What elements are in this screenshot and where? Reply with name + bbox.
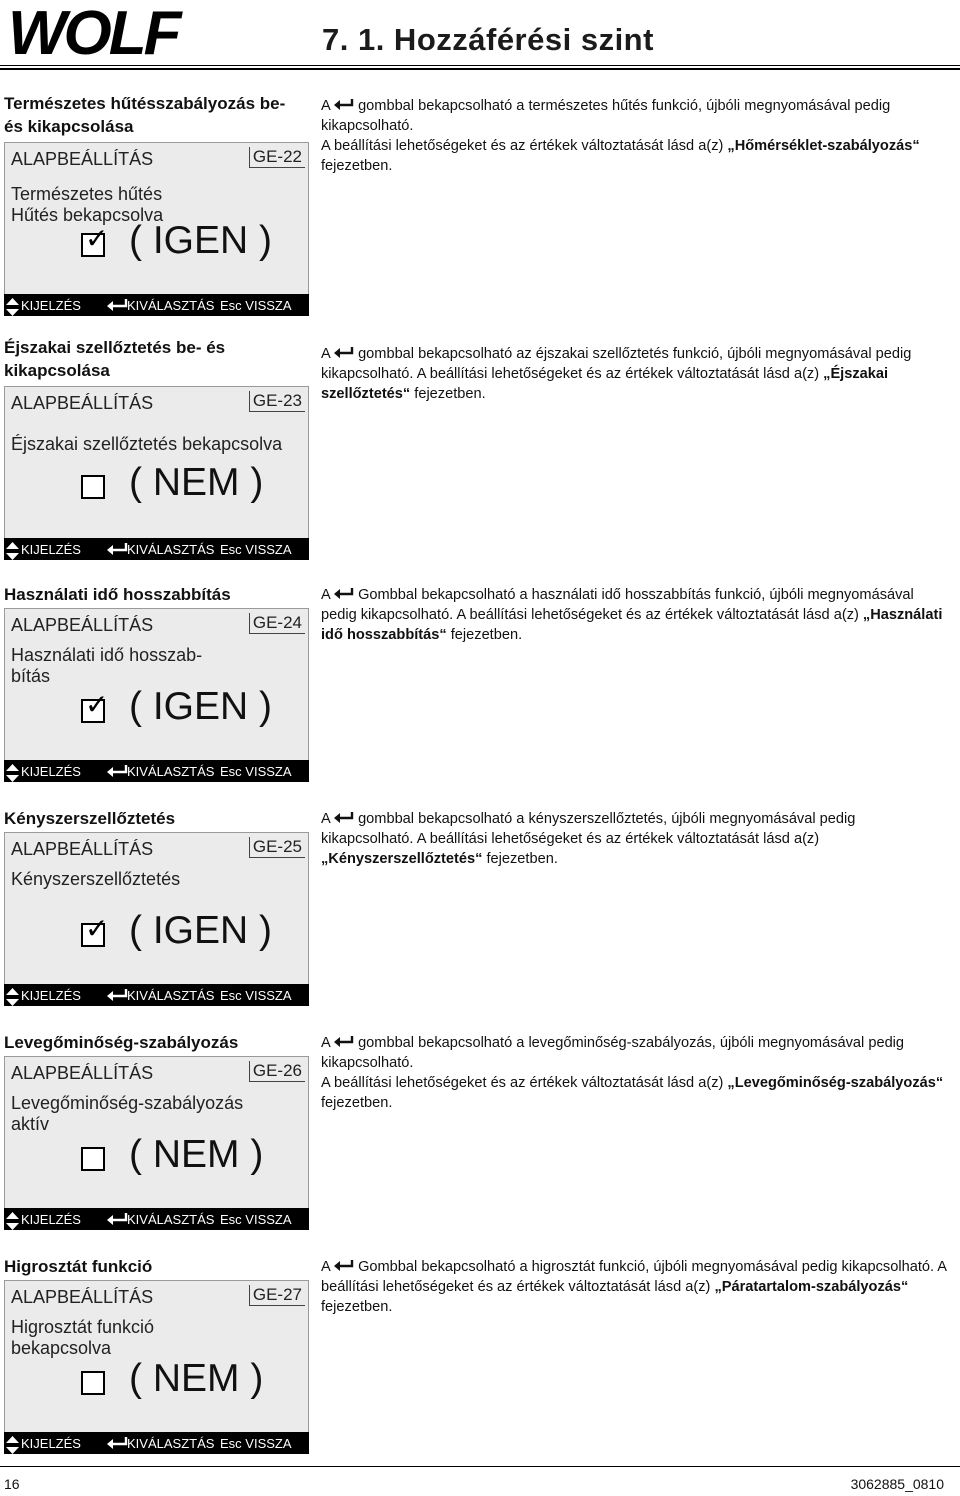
panel-heading: ALAPBEÁLLÍTÁS [11, 1287, 154, 1307]
panel-heading: ALAPBEÁLLÍTÁS [11, 149, 154, 169]
panel-setting-text: Éjszakai szellőztetés bekapcsolva [11, 434, 283, 454]
setting-value: ( NEM ) [129, 461, 264, 504]
parameter-code: GE-22 [249, 147, 305, 168]
desc-text-1: gombbal bekapcsolható az éjszakai szellőztetés funkció, újbóli megnyomásával pedig kikapcsolható. A beállítási lehetőségeket és az értékek változtatását lásd a(z) [321, 346, 912, 382]
section-ge-22 [0, 92, 960, 313]
display-panel [4, 142, 309, 299]
section-ge-26 [0, 1031, 960, 1241]
footer-back-label[interactable]: Esc VISSZA [220, 298, 292, 313]
page-number: 16 [4, 1476, 20, 1492]
up-down-arrows-icon [6, 1212, 19, 1230]
panel-setting-text: Higrosztát funkció bekapcsolva [11, 1317, 155, 1358]
parameter-code: GE-27 [249, 1285, 305, 1306]
display-panel [4, 832, 309, 989]
empty-checkbox-icon[interactable] [81, 1147, 105, 1171]
footer-back-label[interactable]: Esc VISSZA [220, 988, 292, 1003]
panel-footer-bar [4, 1432, 309, 1454]
setting-value: ( NEM ) [129, 1133, 264, 1176]
desc-chapter-ref: „Páratartalom-szabályozás“ [714, 1279, 909, 1295]
footer-display-label[interactable]: KIJELZÉS [21, 542, 81, 557]
section-ge-23 [0, 336, 960, 557]
desc-prefix: A [321, 98, 330, 114]
display-panel [4, 386, 309, 543]
enter-key-icon [334, 1259, 354, 1275]
desc-chapter-ref: „Kényszerszellőztetés“ [321, 851, 483, 867]
desc-text-1: Gombbal bekapcsolható a higrosztát funkció, újbóli megnyomásával pedig kikapcsolható. A beállítási lehetőségeket és az értékek változtatását lásd a(z) [321, 1259, 947, 1295]
panel-setting-text: Kényszerszellőztetés [11, 869, 181, 889]
checkmark-icon: ✓ [85, 689, 109, 720]
display-panel [4, 1056, 309, 1213]
desc-text-2: A beállítási lehetőségeket és az értékek változtatását lásd a(z) [321, 138, 728, 154]
desc-chapter-ref: „Használati idő hosszabbítás“ [321, 607, 943, 643]
up-down-arrows-icon [6, 298, 19, 316]
footer-select-label[interactable]: KIVÁLASZTÁS [127, 298, 215, 313]
desc-text-3: fejezetben. [446, 627, 523, 643]
panel-heading: ALAPBEÁLLÍTÁS [11, 1063, 154, 1083]
footer-display-label[interactable]: KIJELZÉS [21, 1212, 81, 1227]
setting-value: ( IGEN ) [129, 909, 272, 952]
section-ge-25 [0, 807, 960, 1017]
page-title: 7. 1. Hozzáférési szint [322, 22, 654, 57]
enter-key-icon [334, 98, 354, 114]
enter-key-icon [334, 346, 354, 362]
section-description [321, 809, 951, 869]
wolf-logo [6, 4, 190, 60]
parameter-code: GE-23 [249, 391, 305, 412]
section-description [321, 1033, 951, 1113]
up-down-arrows-icon [6, 988, 19, 1006]
desc-text-1: gombbal bekapcsolható a természetes hűtés funkció, újbóli megnyomásával pedig kikapcsolható. [321, 98, 891, 134]
desc-chapter-ref: „Éjszakai szellőztetés“ [321, 366, 889, 402]
desc-prefix: A [321, 1035, 330, 1051]
footer-select-label[interactable]: KIVÁLASZTÁS [127, 764, 215, 779]
section-title: Természetes hűtésszabályozás be- és kikapcsolása [4, 94, 286, 136]
section-description [321, 1257, 951, 1317]
panel-footer-bar [4, 984, 309, 1006]
section-title: Használati idő hosszabbítás [4, 585, 231, 604]
footer-select-label[interactable]: KIVÁLASZTÁS [127, 542, 215, 557]
desc-text-3: fejezetben. [321, 1095, 393, 1111]
document-number: 3062885_0810 [850, 1476, 944, 1492]
panel-heading: ALAPBEÁLLÍTÁS [11, 615, 154, 635]
parameter-code: GE-25 [249, 837, 305, 858]
parameter-code: GE-24 [249, 613, 305, 634]
panel-setting-text: Levegőminőség-szabályozás aktív [11, 1093, 244, 1134]
svg-text:WOLF: WOLF [8, 4, 179, 60]
panel-footer-bar [4, 760, 309, 782]
footer-back-label[interactable]: Esc VISSZA [220, 1212, 292, 1227]
checked-checkbox-icon[interactable] [81, 913, 109, 947]
enter-key-icon [106, 988, 128, 1002]
display-panel [4, 1280, 309, 1437]
checked-checkbox-icon[interactable] [81, 689, 109, 723]
empty-checkbox-icon[interactable] [81, 475, 105, 499]
footer-display-label[interactable]: KIJELZÉS [21, 988, 81, 1003]
section-title: Levegőminőség-szabályozás [4, 1033, 239, 1052]
checkmark-icon: ✓ [85, 223, 109, 254]
panel-heading: ALAPBEÁLLÍTÁS [11, 839, 154, 859]
footer-back-label[interactable]: Esc VISSZA [220, 764, 292, 779]
empty-checkbox-icon[interactable] [81, 1371, 105, 1395]
enter-key-icon [334, 587, 354, 603]
header-divider [0, 65, 960, 66]
footer-select-label[interactable]: KIVÁLASZTÁS [127, 988, 215, 1003]
setting-value: ( NEM ) [129, 1357, 264, 1400]
desc-text-1: Gombbal bekapcsolható a használati idő hosszabbítás funkció, újbóli megnyomásával pedig kikapcsolható. A beállítási lehetőségeket és az értékek változtatását lásd a(z) [321, 587, 914, 623]
enter-key-icon [106, 1212, 128, 1226]
up-down-arrows-icon [6, 1436, 19, 1454]
panel-heading: ALAPBEÁLLÍTÁS [11, 393, 154, 413]
desc-prefix: A [321, 346, 330, 362]
setting-value: ( IGEN ) [129, 685, 272, 728]
desc-prefix: A [321, 1259, 330, 1275]
section-description [321, 585, 951, 645]
panel-setting-text: Természetes hűtés Hűtés bekapcsolva [11, 184, 164, 225]
panel-setting-text: Használati idő hosszab- bítás [11, 645, 203, 686]
desc-prefix: A [321, 811, 330, 827]
footer-back-label[interactable]: Esc VISSZA [220, 1436, 292, 1451]
footer-select-label[interactable]: KIVÁLASZTÁS [127, 1436, 215, 1451]
footer-display-label[interactable]: KIJELZÉS [21, 298, 81, 313]
footer-divider [0, 1466, 960, 1467]
desc-text-2: A beállítási lehetőségeket és az értékek változtatását lásd a(z) [321, 1075, 728, 1091]
section-ge-27 [0, 1255, 960, 1465]
panel-footer-bar [4, 294, 309, 316]
footer-display-label[interactable]: KIJELZÉS [21, 764, 81, 779]
header-divider-thick [0, 68, 960, 70]
footer-back-label[interactable]: Esc VISSZA [220, 542, 292, 557]
footer-select-label[interactable]: KIVÁLASZTÁS [127, 1212, 215, 1227]
desc-text-3: fejezetben. [410, 386, 486, 402]
panel-footer-bar [4, 538, 309, 560]
section-ge-24 [0, 583, 960, 793]
checkmark-icon: ✓ [85, 913, 109, 944]
enter-key-icon [334, 811, 354, 827]
enter-key-icon [106, 764, 128, 778]
desc-text-1: gombbal bekapcsolható a kényszerszellőztetés, újbóli megnyomásával pedig kikapcsolható. A beállítási lehetőségeket és az értékek változtatását lásd a(z) [321, 811, 856, 847]
up-down-arrows-icon [6, 764, 19, 782]
desc-text-3: fejezetben. [321, 1299, 393, 1315]
setting-value: ( IGEN ) [129, 219, 272, 262]
section-title: Higrosztát funkció [4, 1257, 153, 1276]
desc-text-1: gombbal bekapcsolható a levegőminőség-szabályozás, újbóli megnyomásával pedig kikapcsolható. [321, 1035, 905, 1071]
section-description [321, 344, 951, 404]
footer-display-label[interactable]: KIJELZÉS [21, 1436, 81, 1451]
desc-chapter-ref: „Levegőminőség-szabályozás“ [727, 1075, 944, 1091]
enter-key-icon [106, 1436, 128, 1450]
section-description [321, 96, 951, 176]
desc-prefix: A [321, 587, 330, 603]
up-down-arrows-icon [6, 542, 19, 560]
desc-text-3: fejezetben. [482, 851, 558, 867]
checked-checkbox-icon[interactable] [81, 223, 109, 257]
enter-key-icon [106, 542, 128, 556]
parameter-code: GE-26 [249, 1061, 305, 1082]
display-panel [4, 608, 309, 765]
section-title: Kényszerszellőztetés [4, 809, 176, 828]
panel-footer-bar [4, 1208, 309, 1230]
enter-key-icon [334, 1035, 354, 1051]
desc-text-3: fejezetben. [321, 158, 393, 174]
enter-key-icon [106, 298, 128, 312]
section-title: Éjszakai szellőztetés be- és kikapcsolása [4, 338, 226, 380]
desc-chapter-ref: „Hőmérséklet-szabályozás“ [727, 138, 920, 154]
